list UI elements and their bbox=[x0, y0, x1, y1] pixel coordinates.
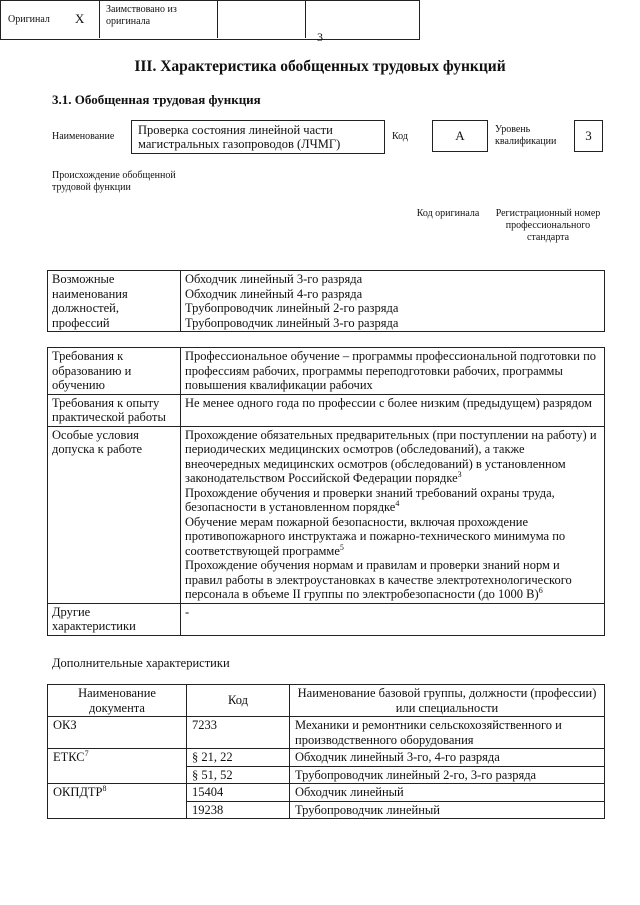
doc-cell bbox=[48, 717, 187, 749]
group-name-cell: Механики и ремонтники сельскохозяйственного и производственного оборудования bbox=[290, 717, 605, 749]
other-value: - bbox=[181, 603, 605, 635]
code-original-label: Код оригинала bbox=[416, 208, 480, 219]
footnote-ref: 8 bbox=[102, 783, 107, 793]
doc-name: ОКПДТР bbox=[53, 785, 103, 799]
positions-table bbox=[47, 270, 605, 332]
condition-item bbox=[185, 486, 600, 515]
condition-text: Обучение мерам пожарной безопасности, включая прохождение противопожарного инструктажа и пожарно-технического минимума по соответствующей программе bbox=[185, 514, 566, 558]
original-label: Оригинал bbox=[8, 14, 50, 25]
footnote-ref: 4 bbox=[395, 498, 400, 508]
conditions-label: Особые условия допуска к работе bbox=[48, 426, 181, 603]
origin-label: Происхождение обобщенной трудовой функции bbox=[52, 170, 176, 193]
reg-number-cell bbox=[306, 0, 418, 38]
other-label: Другие характеристики bbox=[48, 603, 181, 635]
borrowed-label: Заимствовано из оригинала bbox=[106, 4, 177, 27]
condition-item bbox=[185, 428, 600, 486]
function-title: Проверка состояния линейной части магистральных газопроводов (ЛЧМГ) bbox=[131, 120, 385, 154]
position-item: Трубопроводчик линейный 2-го разряда bbox=[185, 301, 399, 315]
code-value: А bbox=[432, 120, 488, 152]
subsection-title: 3.1. Обобщенная трудовая функция bbox=[52, 92, 261, 107]
condition-text: Прохождение обучения и проверки знаний требований охраны труда, безопасности в установленном порядке bbox=[185, 485, 555, 514]
experience-value: Не менее одного года по профессии с более низким (предыдущем) разрядом bbox=[181, 394, 605, 426]
footnote-ref: 6 bbox=[538, 585, 543, 595]
code-cell: § 21, 22 bbox=[187, 749, 290, 767]
positions-list bbox=[181, 271, 605, 332]
experience-label: Требования к опыту практической работы bbox=[48, 394, 181, 426]
code-cell: 19238 bbox=[187, 801, 290, 819]
condition-text: Прохождение обязательных предварительных (при поступлении на работу) и периодических медицинских осмотров (обследований), а также внеочередных медицинских осмотров (обследований) в установленном законодательством Российской Федерации порядке bbox=[185, 427, 597, 485]
condition-item bbox=[185, 515, 600, 559]
doc-cell bbox=[48, 784, 187, 819]
borrowed-cell bbox=[100, 0, 218, 38]
additional-table bbox=[47, 684, 605, 819]
code-cell: 15404 bbox=[187, 784, 290, 802]
footnote-ref: 7 bbox=[84, 748, 89, 758]
education-label: Требования к образованию и обучению bbox=[48, 348, 181, 395]
conditions-list bbox=[181, 426, 605, 603]
group-name-cell: Обходчик линейный 3-го, 4-го разряда bbox=[290, 749, 605, 767]
doc-name: ЕТКС bbox=[53, 750, 85, 764]
footnote-ref: 5 bbox=[339, 542, 344, 552]
group-name-cell: Трубопроводчик линейный bbox=[290, 801, 605, 819]
name-label: Наименование bbox=[52, 131, 115, 142]
original-mark: Х bbox=[75, 11, 85, 26]
condition-text: Прохождение обучения нормам и правилам и проверки знаний норм и правил работы в электроустановках в качестве электротехнологического персонала в объеме II группы по электробезопасности (до 1000 В) bbox=[185, 558, 572, 601]
requirements-table bbox=[47, 347, 605, 636]
header-group-name: Наименование базовой группы, должности (профессии) или специальности bbox=[290, 685, 605, 717]
group-name-cell: Обходчик линейный bbox=[290, 784, 605, 802]
header-document: Наименование документа bbox=[48, 685, 187, 717]
code-cell: 7233 bbox=[187, 717, 290, 749]
level-label: Уровень квалификации bbox=[495, 124, 557, 147]
section-title: III. Характеристика обобщенных трудовых функций bbox=[134, 58, 506, 75]
header-code: Код bbox=[187, 685, 290, 717]
original-cell bbox=[0, 0, 100, 38]
position-item: Обходчик линейный 3-го разряда bbox=[185, 272, 363, 286]
condition-item bbox=[185, 558, 600, 602]
additional-title: Дополнительные характеристики bbox=[52, 656, 230, 670]
doc-name: ОКЗ bbox=[53, 718, 77, 732]
education-value: Профессиональное обучение – программы профессиональной подготовки по профессиям рабочих, программы переподготовки рабочих, программы повышения квалификации рабочих bbox=[181, 348, 605, 395]
code-original-cell bbox=[218, 0, 306, 38]
position-item: Обходчик линейный 4-го разряда bbox=[185, 286, 363, 301]
position-item: Трубопроводчик линейный 3-го разряда bbox=[185, 315, 399, 330]
footnote-ref: 3 bbox=[457, 469, 462, 479]
page-number: 3 bbox=[317, 30, 323, 44]
code-cell: § 51, 52 bbox=[187, 766, 290, 784]
positions-label: Возможные наименования должностей, профессий bbox=[48, 271, 181, 332]
reg-number-label: Регистрационный номер профессионального стандарта bbox=[495, 208, 601, 243]
origin-row bbox=[0, 0, 420, 40]
level-value: 3 bbox=[574, 120, 603, 152]
group-name-cell: Трубопроводчик линейный 2-го, 3-го разряда bbox=[290, 766, 605, 784]
doc-cell bbox=[48, 749, 187, 784]
code-label: Код bbox=[392, 131, 408, 142]
